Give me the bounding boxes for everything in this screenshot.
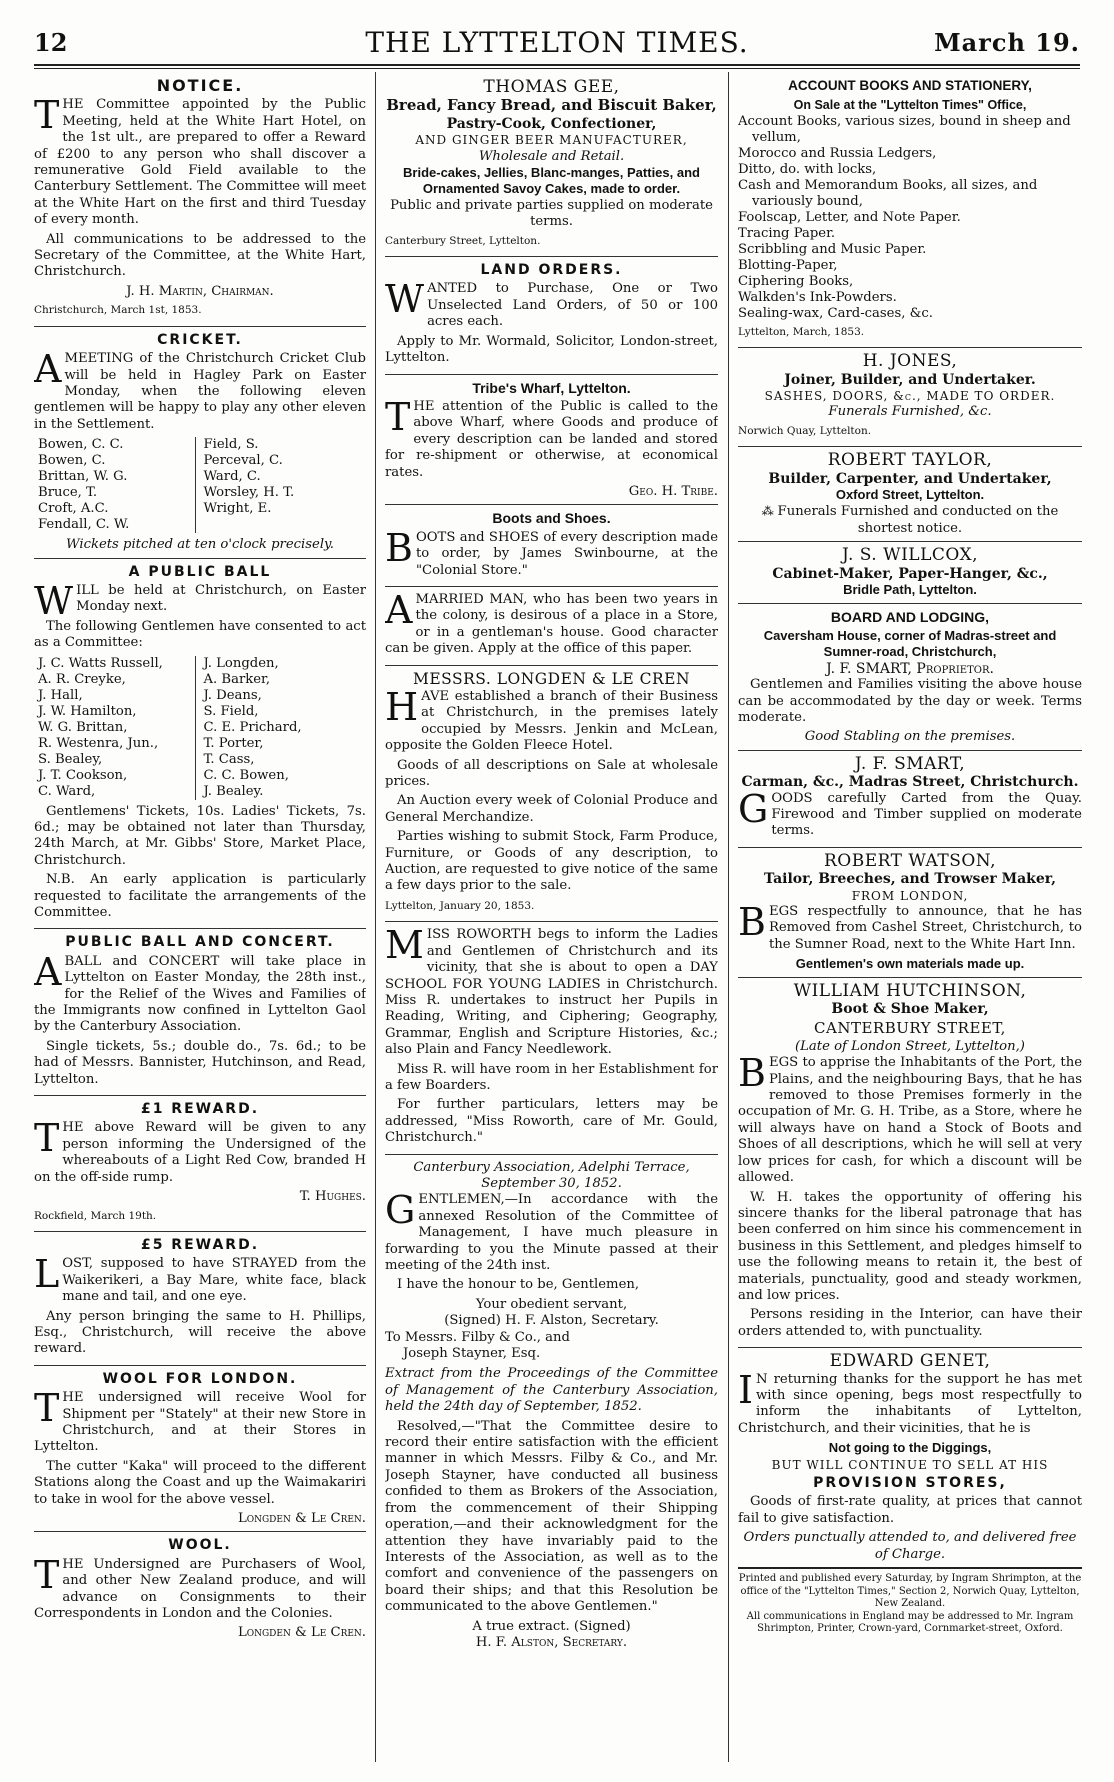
wool-body: THE Undersigned are Purchasers of Wool, and other New Zealand produce, and will advance on Consignments to their Correspondents in London and the Colonies. (34, 1552, 366, 1622)
committee-name: T. Porter, (203, 735, 264, 751)
player-name: Field, S. (203, 437, 259, 453)
smart-heading: J. F. SMART, (854, 753, 966, 774)
reward-1-ad (34, 1101, 366, 1232)
reward-5-heading: £5 REWARD. (140, 1236, 260, 1253)
player-name: Fendall, C. W. (38, 517, 130, 533)
gee-heading: THOMAS GEE, (483, 77, 620, 97)
committee-name: S. Field, (203, 703, 259, 719)
hutchinson-body-2: W. H. takes the opportunity of offering his sincere thanks for the liberal patronage that has been conferred on him since his commencement in business in this Settlement, and pledges himself to use the following means to retain it, the best of materials, punctuality, good and steady workmen, and low prices. (738, 1189, 1082, 1303)
cricket-heading: CRICKET. (157, 331, 243, 348)
column-divider-1 (375, 72, 376, 1762)
tribe-ad (385, 380, 718, 506)
boots-ad (385, 510, 718, 587)
player-name: Wright, E. (203, 501, 272, 517)
married-man-ad (385, 587, 718, 666)
roworth-ad (385, 923, 718, 1154)
player-name: Bruce, T. (38, 485, 98, 501)
taylor-line-2: Oxford Street, Lyttelton. (835, 487, 985, 503)
willcox-heading: J. S. WILLCOX, (841, 545, 979, 566)
committee-name: A. Barker, (203, 671, 271, 687)
gee-line-1: Bread, Fancy Bread, and Biscuit Baker, (386, 96, 717, 115)
willcox-line-1: Cabinet-Maker, Paper-Hanger, &c., (772, 565, 1048, 582)
books-sub: On Sale at the "Lyttelton Times" Office, (793, 98, 1027, 113)
association-body-5: To Messrs. Filby & Co., and (385, 1329, 570, 1345)
watson-body: BEGS respectfully to announce, that he has Removed from Cashel Street, Christchurch, to the Sumner Road, next to the White Hart Inn. (738, 900, 1082, 952)
wool-london-body-2: The cutter "Kaka" will proceed to the different Stations along the Coast and up the Waimakariri to take in wool for the above vessel. (34, 1458, 366, 1507)
hutchinson-line-1: Boot & Shoe Maker, (831, 1001, 989, 1018)
hutchinson-line-3: (Late of London Street, Lyttelton,) (795, 1038, 1025, 1054)
board-ad (738, 609, 1082, 751)
committee-name: A. R. Creyke, (38, 671, 126, 687)
committee-left (38, 656, 195, 800)
roworth-body-2: Miss R. will have room in her Establishment for a few Boarders. (385, 1061, 718, 1093)
committee-name: J. W. Hamilton, (38, 703, 137, 719)
land-orders-heading: LAND ORDERS. (480, 262, 623, 279)
taylor-line-3-row (738, 503, 1082, 537)
gee-ad (385, 79, 718, 257)
notice-body-2: All communications to be addressed to the Secretary of the Committee, at the White Hart, Christchurch. (34, 231, 366, 280)
willcox-line-2: Bridle Path, Lyttelton. (843, 582, 977, 598)
books-heading: ACCOUNT BOOKS AND STATIONERY, (788, 78, 1032, 93)
books-item: Walkden's Ink-Powders. (738, 289, 897, 305)
committee-name: C. E. Prichard, (203, 719, 302, 735)
watson-ad (738, 850, 1082, 978)
committee-name: T. Cass, (203, 751, 255, 767)
books-item: Blotting-Paper, (738, 257, 838, 273)
hutchinson-body: BEGS to apprise the Inhabitants of the Port, the Plains, and the neighbouring Bays, that he has removed to those Premises formerly in the occupation of Mr. G. H. Tribe, as a Store, where he will always have on hand a Stock of Boots and Shoes of all descriptions, which he will sell at very low prices for cash, for which a discount will be allowed. (738, 1051, 1082, 1186)
books-item: Scribbling and Music Paper. (738, 241, 927, 257)
board-line-1: Caversham House, corner of Madras-street and Sumner-road, Christchurch, (763, 627, 1057, 660)
cricket-players-right (195, 437, 361, 533)
association-true-extract: A true extract. (Signed) (472, 1618, 631, 1634)
watson-footer: Gentlemen's own materials made up. (795, 956, 1025, 972)
married-man-body: AMARRIED MAN, who has been two years in the colony, is desirous of a place in a Store, or in a gentleman's house. Good character can be given. Apply at the office of this paper. (385, 587, 718, 657)
association-body-2: I have the honour to be, Gentlemen, (397, 1277, 640, 1293)
smart-ad (738, 753, 1082, 848)
wool-london-signature: Longden & Le Cren. (237, 1511, 366, 1526)
imprint (738, 1567, 1082, 1636)
land-orders-body-2: Apply to Mr. Wormald, Solicitor, London-street, Lyttelton. (385, 333, 718, 366)
board-line-2: J. F. SMART, Proprietor. (826, 660, 994, 677)
gee-line-5: Bride-cakes, Jellies, Blanc-manges, Patties, and Ornamented Savoy Cakes, made to order. (403, 165, 700, 197)
issue-date: March 19. (934, 28, 1080, 57)
gee-line-2: Pastry-Cook, Confectioner, (446, 115, 657, 132)
committee-name: J. Bealey. (203, 783, 264, 799)
notice-dateline: Christchurch, March 1st, 1853. (34, 304, 202, 317)
longden-body: HAVE established a branch of their Business at Christchurch, in the premises lately occupied by Messrs. Jenkin and McLean, opposite the Golden Fleece Hotel. (385, 685, 718, 754)
masthead (34, 26, 1080, 60)
committee-right (195, 656, 361, 800)
player-name: Perceval, C. (203, 453, 283, 469)
watson-line-1: Tailor, Breeches, and Trowser Maker, (763, 871, 1057, 888)
gee-line-6: Public and private parties supplied on moderate terms. (390, 197, 713, 230)
association-heading: Canterbury Association, Adelphi Terrace, September 30, 1852. (413, 1159, 690, 1191)
jones-line-2: SASHES, DOORS, &c., MADE TO ORDER. (764, 389, 1056, 404)
books-item: Tracing Paper. (738, 225, 836, 241)
association-body-3: Your obedient servant, (475, 1296, 628, 1312)
taylor-line-3: Funerals Furnished and conducted on the shortest notice. (777, 504, 1059, 536)
boots-body: BOOTS and SHOES of every description made to order, by James Swinbourne, at the "Colonial Store." (385, 525, 718, 578)
watson-line-2: FROM LONDON, (851, 888, 969, 903)
association-body: GENTLEMEN,—In accordance with the annexed Resolution of the Committee of Management, I have much pleasure in forwarding to you the Minute passed at their meeting of the 24th inst. (385, 1188, 718, 1273)
association-extract: Extract from the Proceedings of the Committee of Management of the Canterbury Association, held the 24th day of September, 1852. (385, 1366, 718, 1415)
notice-signature: J. H. Martin, Chairman. (126, 283, 274, 299)
longden-heading: MESSRS. LONGDEN & LE CREN (412, 669, 691, 688)
reward-1-signature: T. Hughes. (299, 1189, 366, 1205)
imprint-line-2: All communications in England may be addressed to Mr. Ingram Shrimpton, Printer, Crown-yard, Cornmarket-street, Oxford. (746, 1610, 1074, 1635)
column-divider-2 (728, 72, 729, 1762)
jones-ad (738, 353, 1082, 447)
column-1 (34, 76, 366, 1651)
public-ball-ad (34, 564, 366, 930)
books-dateline: Lyttelton, March, 1853. (738, 325, 865, 338)
gee-line-4: Wholesale and Retail. (478, 148, 625, 164)
committee-list (38, 656, 360, 800)
taylor-line-1: Builder, Carpenter, and Undertaker, (768, 470, 1052, 487)
land-orders-ad (385, 262, 718, 374)
land-orders-body: WANTED to Purchase, One or Two Unselected Land Orders, of 50 or 100 acres each. (385, 277, 718, 330)
cricket-players (38, 437, 360, 533)
longden-body-4: Parties wishing to submit Stock, Farm Produce, Furniture, or Goods of any description, to Auction, are requested to give notice of the same a few days prior to the sale. (385, 829, 718, 894)
books-item: Ciphering Books, (738, 273, 854, 289)
ball-concert-heading: PUBLIC BALL AND CONCERT. (65, 934, 335, 951)
smart-body: GOODS carefully Carted from the Quay. Firewood and Timber supplied on moderate terms. (738, 786, 1082, 839)
genet-body-2: Goods of first-rate quality, at prices that cannot fail to give satisfaction. (738, 1494, 1082, 1526)
taylor-heading: ROBERT TAYLOR, (827, 450, 993, 471)
jones-line-3: Funerals Furnished, &c. (828, 404, 992, 420)
genet-heading: EDWARD GENET, (829, 1351, 991, 1372)
committee-name: J. Deans, (203, 687, 262, 703)
wool-london-body: THE undersigned will receive Wool for Shipment per "Stately" at their new Store in Christchurch, and at their Stores in Lyttelton. (34, 1386, 366, 1455)
public-ball-tickets: Gentlemens' Tickets, 10s. Ladies' Tickets, 7s. 6d.; may be obtained not later than Thursday, 24th March, at Mr. Gibbs' Store, Market Place, Christchurch. (34, 803, 366, 868)
longden-dateline: Lyttelton, January 20, 1853. (385, 899, 535, 912)
association-ad (385, 1160, 718, 1656)
player-name: Ward, C. (203, 469, 261, 485)
committee-name: C. C. Bowen, (203, 767, 289, 783)
longden-ad (385, 671, 718, 923)
player-name: Croft, A.C. (38, 501, 109, 517)
ball-concert-body-2: Single tickets, 5s.; double do., 7s. 6d.; to be had of Messrs. Bannister, Hutchinson, and Read, Lyttelton. (34, 1038, 366, 1087)
committee-name: J. Hall, (38, 687, 83, 703)
committee-name: J. C. Watts Russell, (38, 655, 163, 671)
imprint-line-1: Printed and published every Saturday, by Ingram Shrimpton, at the office of the "Lyttelton Times," Section 2, Norwich Quay, Lyttelton, New Zealand. (738, 1573, 1082, 1610)
association-body-4: (Signed) H. F. Alston, Secretary. (444, 1313, 659, 1329)
gee-address: Canterbury Street, Lyttelton. (385, 234, 541, 247)
association-resolved: Resolved,—"That the Committee desire to record their entire satisfaction with the efficient manner in which Messrs. Filby & Co., and Mr. Joseph Stayner, have conducted all business confided to them as Brokers of the Association, from the commencement of their Shipping operation,—and their acknowledgment for the attention they have invariably paid to the Interests of the Association, as well as to the comfort and convenience of the passengers on board their ships; and that this Resolution be communicated to the above Gentlemen." (385, 1418, 718, 1615)
books-list (738, 114, 1082, 322)
genet-line-2: BUT WILL CONTINUE TO SELL AT HIS (771, 1457, 1049, 1472)
wool-heading: WOOL. (168, 1537, 232, 1554)
jones-line-1: Joiner, Builder, and Undertaker. (784, 371, 1036, 388)
board-footer: Good Stabling on the premises. (804, 729, 1016, 745)
wool-ad (34, 1537, 366, 1645)
boots-heading: Boots and Shoes. (492, 510, 611, 527)
player-name: Bowen, C. (38, 453, 106, 469)
watson-heading: ROBERT WATSON, (824, 850, 996, 871)
public-ball-heading: A PUBLIC BALL (128, 563, 272, 580)
books-item: Account Books, various sizes, bound in sheep and vellum, (738, 113, 1071, 145)
player-name: Bowen, C. C. (38, 437, 124, 453)
reward-1-body: THE above Reward will be given to any person informing the Undersigned of the whereabouts of a Light Red Cow, branded H on the off-side rump. (34, 1116, 366, 1185)
player-name: Worsley, H. T. (203, 485, 295, 501)
page-number: 12 (34, 28, 68, 57)
wool-signature: Longden & Le Cren. (237, 1625, 366, 1641)
longden-body-2: Goods of all descriptions on Sale at wholesale prices. (385, 757, 718, 790)
books-item: Sealing-wax, Card-cases, &c. (738, 305, 933, 321)
asterism-icon: ⁂ (761, 504, 778, 519)
reward-5-body-2: Any person bringing the same to H. Phillips, Esq., Christchurch, will receive the above reward. (34, 1308, 366, 1357)
ball-concert-body: ABALL and CONCERT will take place in Lyttelton on Easter Monday, the 28th inst., for the Relief of the Wives and Families of the Immigrants now confined in Lyttelton Gaol by the Canterbury Association. (34, 949, 366, 1035)
genet-line-3: PROVISION STORES, (813, 1475, 1007, 1491)
public-ball-body-2: The following Gentlemen have consented to act as a Committee: (34, 618, 366, 651)
cricket-footer: Wickets pitched at ten o'clock precisely. (66, 537, 334, 553)
board-body: Gentlemen and Families visiting the above house can be accommodated by the day or week. Terms moderate. (738, 677, 1082, 725)
masthead-rule-thin (34, 68, 1080, 69)
public-ball-nb: N.B. An early application is particularly requested to facilitate the arrangements of the Committee. (34, 872, 366, 920)
jones-address: Norwich Quay, Lyttelton. (738, 424, 872, 437)
hutchinson-line-2: CANTERBURY STREET, (814, 1019, 1006, 1038)
books-item: Foolscap, Letter, and Note Paper. (738, 209, 961, 225)
books-item: Ditto, do. with locks, (738, 161, 877, 177)
gee-line-3: AND GINGER BEER MANUFACTURER, (415, 133, 688, 148)
genet-line-1: Not going to the Diggings, (828, 1440, 992, 1456)
committee-name: R. Westenra, Jun., (38, 735, 159, 751)
association-body-6: Joseph Stayner, Esq. (403, 1346, 541, 1362)
committee-name: S. Bealey, (38, 751, 103, 767)
wool-london-heading: WOOL FOR LONDON. (102, 1370, 298, 1387)
cricket-players-left (38, 437, 195, 533)
books-ad (738, 78, 1082, 348)
genet-footer: Orders punctually attended to, and delivered free of Charge. (743, 1530, 1077, 1562)
association-final-signature: H. F. Alston, Secretary. (475, 1634, 628, 1650)
tribe-signature: Geo. H. Tribe. (628, 483, 718, 499)
smart-line-1: Carman, &c., Madras Street, Christchurch. (741, 774, 1079, 791)
books-item: Cash and Memorandum Books, all sizes, and variously bound, (738, 177, 1038, 209)
willcox-ad (738, 547, 1082, 603)
ball-concert-ad (34, 934, 366, 1096)
genet-ad (738, 1353, 1082, 1639)
cricket-ad (34, 332, 366, 559)
wool-london-ad (34, 1371, 366, 1533)
notice-ad (34, 78, 366, 327)
reward-5-ad (34, 1237, 366, 1366)
reward-1-heading: £1 REWARD. (140, 1101, 260, 1118)
hutchinson-heading: WILLIAM HUTCHINSON, (793, 980, 1027, 1001)
column-3 (738, 76, 1082, 1645)
reward-5-body: LOST, supposed to have STRAYED from the Waikerikeri, a Bay Mare, white face, black mane and tail, and one eye. (34, 1252, 366, 1305)
committee-name: J. Longden, (203, 655, 279, 671)
cricket-body: AMEETING of the Christchurch Cricket Club will be held in Hagley Park on Easter Monday, when the following eleven gentlemen will be happy to play any other eleven in the Settlement. (34, 347, 366, 432)
hutchinson-body-3: Persons residing in the Interior, can have their orders attended to, with punctuality. (738, 1307, 1082, 1339)
tribe-body: THE attention of the Public is called to the above Wharf, where Goods and produce of every description can be landed and stored for re-shipment or otherwise, at economical rates. (385, 394, 718, 480)
notice-body: THE Committee appointed by the Public Meeting, held at the White Hart Hotel, on the 1st ult., are prepared to offer a Reward of £200 to any person who shall discover a remunerative Gold Field available to the Canterbury Settlement. The Committee will meet at the White Hart on the first and third Tuesday of every month. (34, 93, 366, 228)
notice-heading: NOTICE. (156, 76, 244, 95)
masthead-rule (34, 64, 1080, 66)
committee-name: W. G. Brittan, (38, 719, 128, 735)
roworth-body-3: For further particulars, letters may be addressed, "Miss Roworth, care of Mr. Gould, Christchurch." (385, 1097, 718, 1146)
tribe-heading: Tribe's Wharf, Lyttelton. (472, 379, 631, 396)
taylor-ad (738, 452, 1082, 542)
books-item: Morocco and Russia Ledgers, (738, 145, 937, 161)
newspaper-title: THE LYTTELTON TIMES. (365, 26, 749, 59)
player-name: Brittan, W. G. (38, 469, 128, 485)
column-2 (385, 76, 718, 1660)
committee-name: C. Ward, (38, 783, 96, 799)
public-ball-body: WILL be held at Christchurch, on Easter Monday next. (34, 578, 366, 623)
jones-heading: H. JONES, (862, 351, 958, 372)
board-heading: BOARD AND LODGING, (830, 608, 990, 625)
roworth-body: MISS ROWORTH begs to inform the Ladies and Gentlemen of Christchurch and its vicinity, that she is about to open a DAY SCHOOL FOR YOUNG LADIES in Christchurch. Miss R. undertakes to instruct her Pupils in Reading, Writing, and Ciphering; Geography, Grammar, English and Scripture Histories, &c.; also Plain and Fancy Needlework. (385, 923, 718, 1058)
hutchinson-ad (738, 980, 1082, 1349)
committee-name: J. T. Cookson, (38, 767, 128, 783)
longden-body-3: An Auction every week of Colonial Produce and General Merchandize. (385, 793, 718, 825)
genet-body: IN returning thanks for the support he has met with since opening, begs most respectfully to inform the inhabitants of Lyttelton, Christchurch, and their vicinities, that he is (738, 1367, 1082, 1436)
reward-1-dateline: Rockfield, March 19th. (34, 1209, 157, 1222)
